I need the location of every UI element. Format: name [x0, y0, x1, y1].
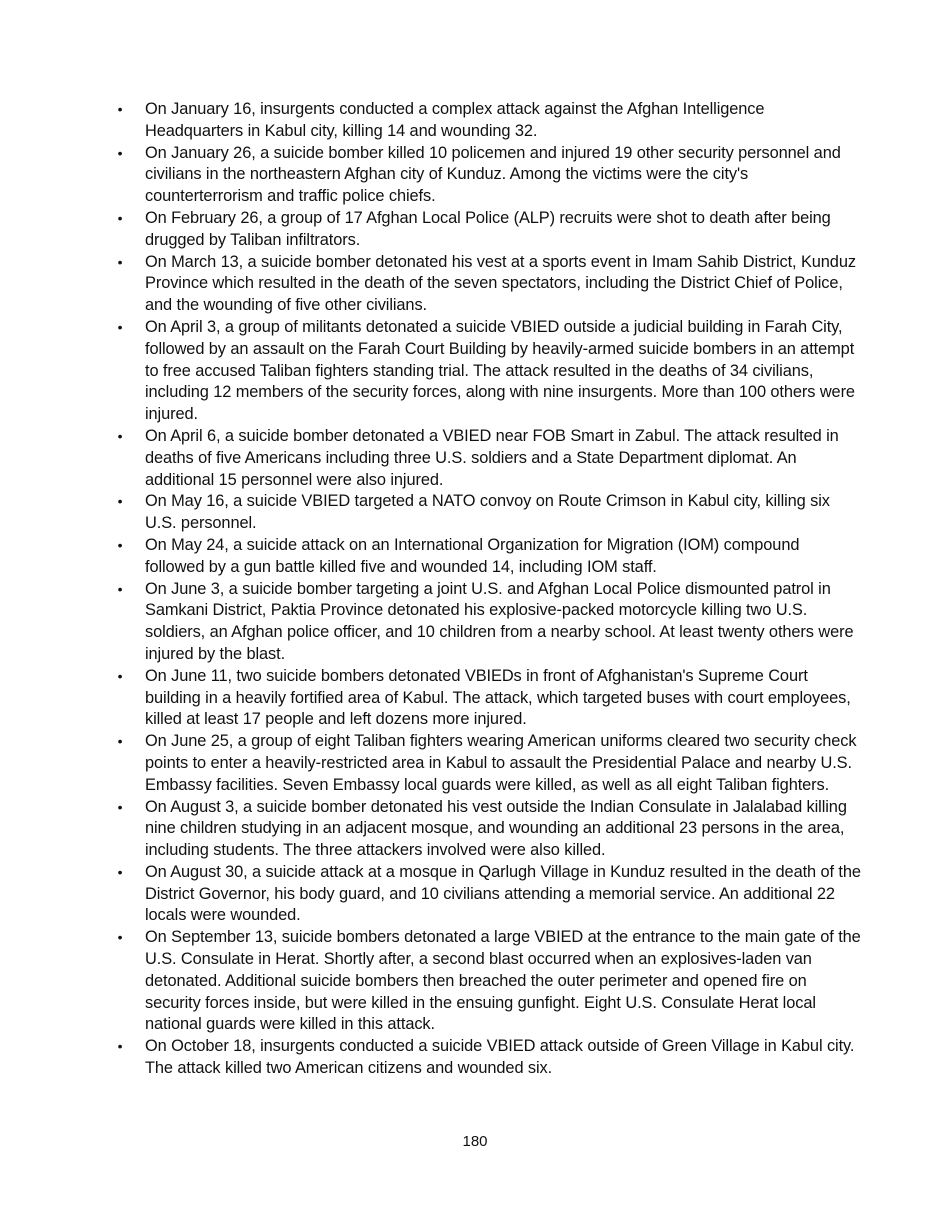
list-item — [117, 208, 861, 252]
list-item-text: On June 25, a group of eight Taliban fighters wearing American uniforms cleared two security check points to enter a heavily-restricted area in Kabul to assault the Presidential Palace and nearby U.S. Embassy facilities. Seven Embassy local guards were killed, as well as all eight Taliban fighters. — [145, 732, 857, 794]
list-item — [117, 535, 861, 579]
bullet-icon: • — [117, 667, 123, 684]
page-number: 180 — [462, 1133, 488, 1150]
list-item-text: On May 16, a suicide VBIED targeted a NATO convoy on Route Crimson in Kabul city, killing six U.S. personnel. — [145, 492, 830, 533]
list-item — [117, 862, 861, 927]
bullet-icon: • — [117, 144, 123, 161]
list-item-text: On June 3, a suicide bomber targeting a joint U.S. and Afghan Local Police dismounted patrol in Samkani District, Paktia Province detonated his explosive-packed motorcycle killing two U.S. soldiers, an Afghan police officer, and 10 children from a nearby school. At least twenty others were injured by the blast. — [145, 579, 854, 663]
list-item-text: On August 30, a suicide attack at a mosque in Qarlugh Village in Kunduz resulted in the death of the District Governor, his body guard, and 10 civilians attending a memorial service. An additional 22 locals were wounded. — [145, 862, 861, 925]
list-item-text: On January 26, a suicide bomber killed 10 policemen and injured 19 other security personnel and civilians in the northeastern Afghan city of Kunduz. Among the victims were the city's counterterrorism and traffic police chiefs. — [145, 143, 841, 206]
list-item-text: On February 26, a group of 17 Afghan Local Police (ALP) recruits were shot to death after being drugged by Taliban infiltrators. — [145, 208, 831, 249]
bullet-icon: • — [117, 798, 123, 815]
bullet-icon: • — [117, 929, 123, 946]
list-item — [117, 491, 861, 535]
list-item-text: On September 13, suicide bombers detonated a large VBIED at the entrance to the main gate of the U.S. Consulate in Herat. Shortly after, a second blast occurred when an explosives-laden van detonated. Additional suicide bombers then breached the outer perimeter and opened fire on security forces inside, but were killed in the ensuing gunfight. Eight U.S. Consulate Herat local national guards were killed in this attack. — [145, 928, 861, 1034]
list-item — [117, 317, 861, 426]
list-item-text: On August 3, a suicide bomber detonated his vest outside the Indian Consulate in Jalalabad killing nine children studying in an adjacent mosque, and wounding an additional 23 persons in the area, including students. The three attackers involved were also killed. — [145, 797, 847, 860]
bullet-icon: • — [117, 733, 123, 750]
bullet-icon: • — [117, 580, 123, 597]
list-item — [117, 426, 861, 491]
bullet-icon: • — [117, 209, 123, 226]
list-item-text: On June 11, two suicide bombers detonated VBIEDs in front of Afghanistan's Supreme Court building in a heavily fortified area of Kabul. The attack, which targeted buses with court employees, killed at least 17 people and left dozens more injured. — [145, 666, 851, 729]
list-item — [117, 927, 861, 1036]
bullet-icon: • — [117, 101, 123, 117]
bullet-icon: • — [117, 536, 123, 553]
list-item — [117, 666, 861, 731]
bullet-icon: • — [117, 493, 123, 510]
list-item-text: On April 6, a suicide bomber detonated a VBIED near FOB Smart in Zabul. The attack resulted in deaths of five Americans including three U.S. soldiers and a State Department diplomat. An additional 15 personnel were also injured. — [145, 426, 839, 489]
list-item — [117, 797, 861, 862]
list-item — [117, 143, 861, 208]
bullet-icon: • — [117, 1038, 123, 1055]
list-item-text: On May 24, a suicide attack on an International Organization for Migration (IOM) compound followed by a gun battle killed five and wounded 14, including IOM staff. — [145, 535, 800, 576]
list-item-text: On October 18, insurgents conducted a suicide VBIED attack outside of Green Village in Kabul city. The attack killed two American citizens and wounded six. — [145, 1037, 855, 1078]
bullet-icon: • — [117, 427, 123, 444]
list-item — [117, 579, 861, 666]
list-item-text: On April 3, a group of militants detonated a suicide VBIED outside a judicial building in Farah City, followed by an assault on the Farah Court Building by heavily-armed suicide bombers in an attempt to free accused Taliban fighters standing trial. The attack resulted in the deaths of 34 civilians, including 12 members of the security forces, along with nine insurgents. More than 100 others were injured. — [145, 317, 855, 424]
bullet-icon: • — [117, 253, 123, 270]
list-item — [117, 252, 861, 317]
attack-bullet-list — [117, 99, 861, 1080]
list-item-text: On January 16, insurgents conducted a complex attack against the Afghan Intelligence Headquarters in Kabul city, killing 14 and wounding 32. — [145, 100, 765, 140]
bullet-icon: • — [117, 318, 123, 335]
list-item-text: On March 13, a suicide bomber detonated his vest at a sports event in Imam Sahib District, Kunduz Province which resulted in the death of the seven spectators, including the District Chief of Police, and the wounding of five other civilians. — [145, 252, 856, 315]
list-item — [117, 99, 861, 143]
bullet-icon: • — [117, 863, 123, 880]
list-item — [117, 1036, 861, 1080]
list-item — [117, 731, 861, 796]
